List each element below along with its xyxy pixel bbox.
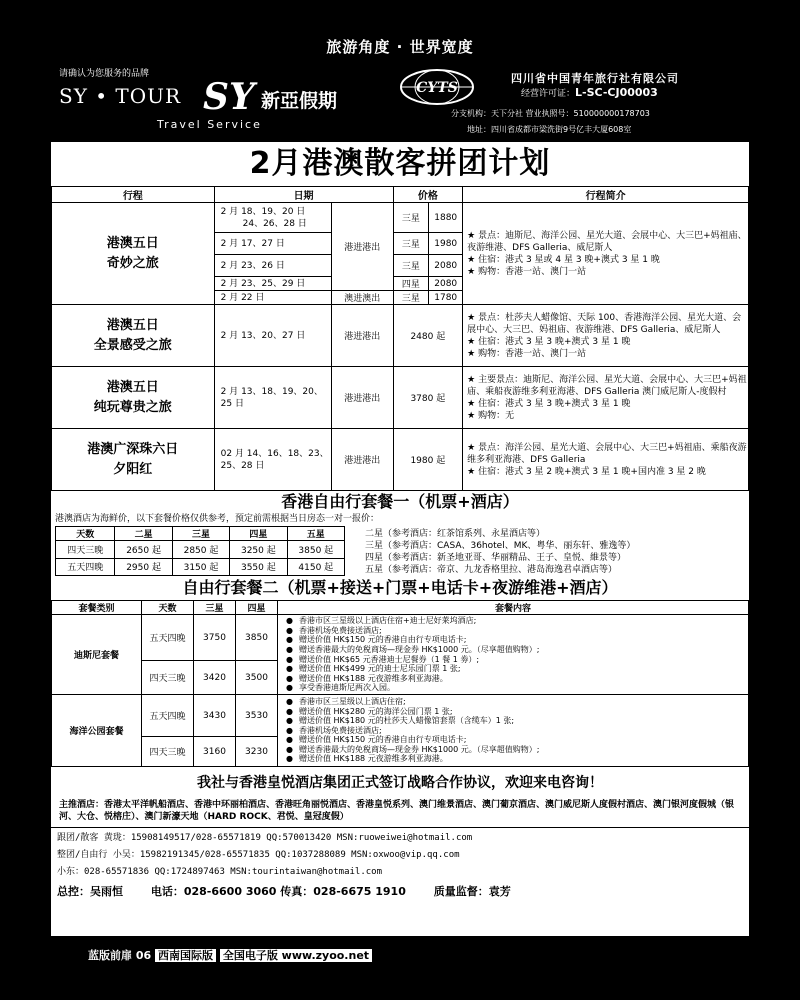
table-row: 四天三晚 3160 3230 [52,737,749,767]
contact-line: 整团/自由行 小吴：15982191345/028-65571835 QQ:1037288089 MSN:oxwoo@vip.qq.com [57,850,460,860]
star: 三星 [393,291,429,305]
package-name: 海洋公园套餐 [52,695,142,767]
list-item: 二星（参考酒店：红茶馆系列、永星酒店等） [365,529,546,539]
footer [0,944,800,984]
package2-title: 自由行套餐二（机票+接送+门票+电话卡+夜游维港+酒店） [182,578,618,597]
brand-sy-tour: SY • TOUR [59,84,182,108]
header-price: 价格 [393,187,463,203]
star: 三星 [393,255,429,277]
star: 四星 [393,277,429,291]
route-name: 港澳广深珠六日 夕阳红 [52,429,215,491]
tour-date: 2 月 13、18、19、20、25 日 [214,367,331,429]
contact-line: 小东：028-65571836 QQ:1724897463 MSN:tourintaiwan@hotmail.com [57,867,383,877]
tour-date: 2 月 22 日 [214,291,331,305]
brand-chinese-name: 新亞假期 [261,90,338,112]
cooperation-banner: 我社与香港皇悦酒店集团正式签订战略合作协议，欢迎来电咨询！ [197,775,603,791]
star: 三星 [393,203,429,233]
port: 港进港出 [331,203,393,291]
supervisor-line: 总控：吴雨恒 电话：028-6600 3060 传真：028-6675 1910 质量监督：袁芳 [57,885,511,898]
tour-date: 2 月 13、20、27 日 [214,305,331,367]
cyts-text: CYTS [416,80,458,96]
price: 3780 起 [393,367,463,429]
route-description: ★ 景点：迪斯尼、海洋公园、星光大道、会展中心、大三巴+妈祖庙、夜游维港、DFS Galleria、威尼斯人 ★ 住宿：港式 3 星或 4 星 3 晚+澳式 3 星 1 晚 ★ 购物：香港一站、澳门一站 [463,203,749,305]
price: 1980 [429,233,463,255]
company-name: 四川省中国青年旅行社有限公司 [511,72,679,85]
port: 澳进澳出 [331,291,393,305]
package-content: ● 香港市区三星级以上酒店住宿+迪士尼好莱坞酒店; ● 香港机场免费接送酒店; ● 赠送价值 HK$150 元的香港自由行专项电话卡; ● 赠送香港最大的免税商场—现金券 HK$1000 元。（尽享超值购物）; ● 赠送价值 HK$65 元香港迪士尼餐券（1 餐 1 劵）; ● 赠送价值 HK$499 元的迪士尼乐园门票 1 张; ● 赠送价值 HK$188 元夜游维多利亚海港。 ● 享受香港迪斯尼两次入园。 [278,615,749,695]
table-row [52,367,749,429]
price: 2080 [429,255,463,277]
group-tour-table [51,186,749,491]
route-name: 港澳五日 奇妙之旅 [52,203,215,305]
edition-label: 西南国际版 [155,949,216,962]
package-content: ● 香港市区三星级以上酒店住宿; ● 赠送价值 HK$280 元的海洋公园门票 1 张; ● 赠送价值 HK$180 元的杜莎夫人蜡像馆套票（含缆车）1 张; ● 香港机场免费接送酒店; ● 赠送价值 HK$150 元的香港自由行专项电话卡; ● 赠送香港最大的免税商场—现金券 HK$1000 元。（尽享超值购物）; ● 赠送价值 HK$188 元夜游维多利亚海港。 [278,695,749,767]
package1-section [51,526,749,576]
table-header-row [52,187,749,203]
branch-info: 分支机构：天下分社 营业执照号：510000000178703 [451,109,650,118]
port: 港进港出 [331,429,393,491]
route-name: 港澳五日 纯玩尊贵之旅 [52,367,215,429]
tour-date: 02 月 14、16、18、23、25、28 日 [214,429,331,491]
package2-table [51,600,749,767]
top-band [0,0,800,60]
table-header-row: 天数 二星 三星 四星 五星 [56,527,345,541]
table-row: 四天三晚 2650 起 2850 起 3250 起 3850 起 [56,541,345,558]
tour-date: 2 月 18、19、20 日 24、26、28 日 [214,203,331,233]
header-route: 行程 [52,187,215,203]
package1-note: 港澳酒店为海鲜价，以下套餐价格仅供参考，预定前需根据当日房态一对一报价： [55,514,380,524]
brand-travel-service: Travel Service [157,118,262,131]
package1-table [55,526,345,576]
package-name: 迪斯尼套餐 [52,615,142,695]
brochure-page [49,60,751,938]
list-item: 四星（参考酒店：新圣地亚哥、华丽精品、王子、皇悦、維景等） [365,553,627,563]
table-row [52,203,749,233]
price: 1880 [429,203,463,233]
route-description: ★ 主要景点：迪斯尼、海洋公园、星光大道、会展中心、大三巴+妈祖庙、乘船夜游维多利亚海港、DFS Galleria 澳门威尼斯人-度假村 ★ 住宿：港式 3 星 3 晚+澳式 3 星 1 晚 ★ 购物：无 [463,367,749,429]
table-header-row: 套餐类别 天数 三星 四星 套餐内容 [52,601,749,615]
package1-title: 香港自由行套餐一（机票+酒店） [281,492,519,511]
price: 1780 [429,291,463,305]
price: 1980 起 [393,429,463,491]
table-row: 四天三晚 3420 3500 [52,661,749,695]
page-label: 蓝版前扉 06 [88,949,152,962]
sy-logo-icon: SY [203,76,255,118]
table-row: 海洋公园套餐 五天四晚 3430 3530 ● 香港市区三星级以上酒店住宿; ● 赠送价值 HK$280 元的海洋公园门票 1 张; ● 赠送价值 HK$180 元的杜莎夫人蜡像馆套票（含缆车）1 张; ● 香港机场免费接送酒店; ● 赠送价值 HK$150 元的香港自由行专项电话卡; ● 赠送香港最大的免税商场—现金券 HK$1000 元。（尽享超值购物）; ● 赠送价值 HK$188 元夜游维多利亚海港。 [52,695,749,737]
reference-hotels [345,526,745,576]
tour-date: 2 月 17、27 日 [214,233,331,255]
main-hotels: 主推酒店：香港太平洋帆船酒店、香港中环丽柏酒店、香港旺角丽悦酒店、香港皇悦系列、澳门维景酒店、澳门葡京酒店、澳门威尼斯人度假村酒店、澳门银河度假城（银河、大仓、悦榕庄）、澳门新濠天地（HARD ROCK、君悦、皇冠度假） [59,800,735,822]
table-row: 迪斯尼套餐 五天四晚 3750 3850 ● 香港市区三星级以上酒店住宿+迪士尼好莱坞酒店; ● 香港机场免费接送酒店; ● 赠送价值 HK$150 元的香港自由行专项电话卡; ● 赠送香港最大的免税商场—现金券 HK$1000 元。（尽享超值购物）; ● 赠送价值 HK$65 元香港迪士尼餐券（1 餐 1 劵）; ● 赠送价值 HK$499 元的迪士尼乐园门票 1 张; ● 赠送价值 HK$188 元夜游维多利亚海港。 ● 享受香港迪斯尼两次入园。 [52,615,749,661]
table-row [52,305,749,367]
cyts-globe-logo-icon [399,68,475,106]
contact-line: 跟团/散客 黄珑：15908149517/028-65571819 QQ:570013420 MSN:ruoweiwei@hotmail.com [57,833,473,843]
price: 2480 起 [393,305,463,367]
list-item: 五星（参考酒店：帝京、九龙香格里拉、港岛海逸君卓酒店等） [365,565,618,575]
company-address: 地址：四川省成都市梁洗街9号亿丰大厦608室 [467,125,632,134]
route-description: ★ 景点：海洋公园、星光大道、会展中心、大三巴+妈祖庙、乘船夜游维多利亚海港、DFS Galleria ★ 住宿：港式 3 星 2 晚+澳式 3 星 1 晚+国内准 3 星 2 晚 [463,429,749,491]
table-row [52,429,749,491]
brand-header [51,62,749,142]
slogan: 旅游角度 · 世界宽度 [326,38,474,56]
brand-tagline: 请确认为您服务的品牌 [59,69,150,79]
star: 三星 [393,233,429,255]
header-date: 日期 [214,187,393,203]
table-row: 五天四晚 2950 起 3150 起 3550 起 4150 起 [56,558,345,575]
route-name: 港澳五日 全景感受之旅 [52,305,215,367]
route-description: ★ 景点：杜莎夫人蜡像馆、天际 100、香港海洋公园、星光大道、会展中心、大三巴、妈祖庙、夜游维港、DFS Galleria、威尼斯人 ★ 住宿：港式 3 星 3 晚+澳式 3 星 1 晚 ★ 购物：香港一站、澳门一站 [463,305,749,367]
contacts [51,827,749,905]
list-item: 三星（参考酒店：CASA、36hotel、MK、粤华、丽东轩、雅逸等） [365,541,636,551]
price: 2080 [429,277,463,291]
web-link[interactable]: 全国电子版 www.zyoo.net [220,949,372,962]
page-title: 2月港澳散客拼团计划 [249,146,551,181]
header-intro: 行程简介 [463,187,749,203]
tour-date: 2 月 23、25、29 日 [214,277,331,291]
license: 经营许可证：L-SC-CJ00003 [521,86,658,99]
port: 港进港出 [331,367,393,429]
port: 港进港出 [331,305,393,367]
tour-date: 2 月 23、26 日 [214,255,331,277]
